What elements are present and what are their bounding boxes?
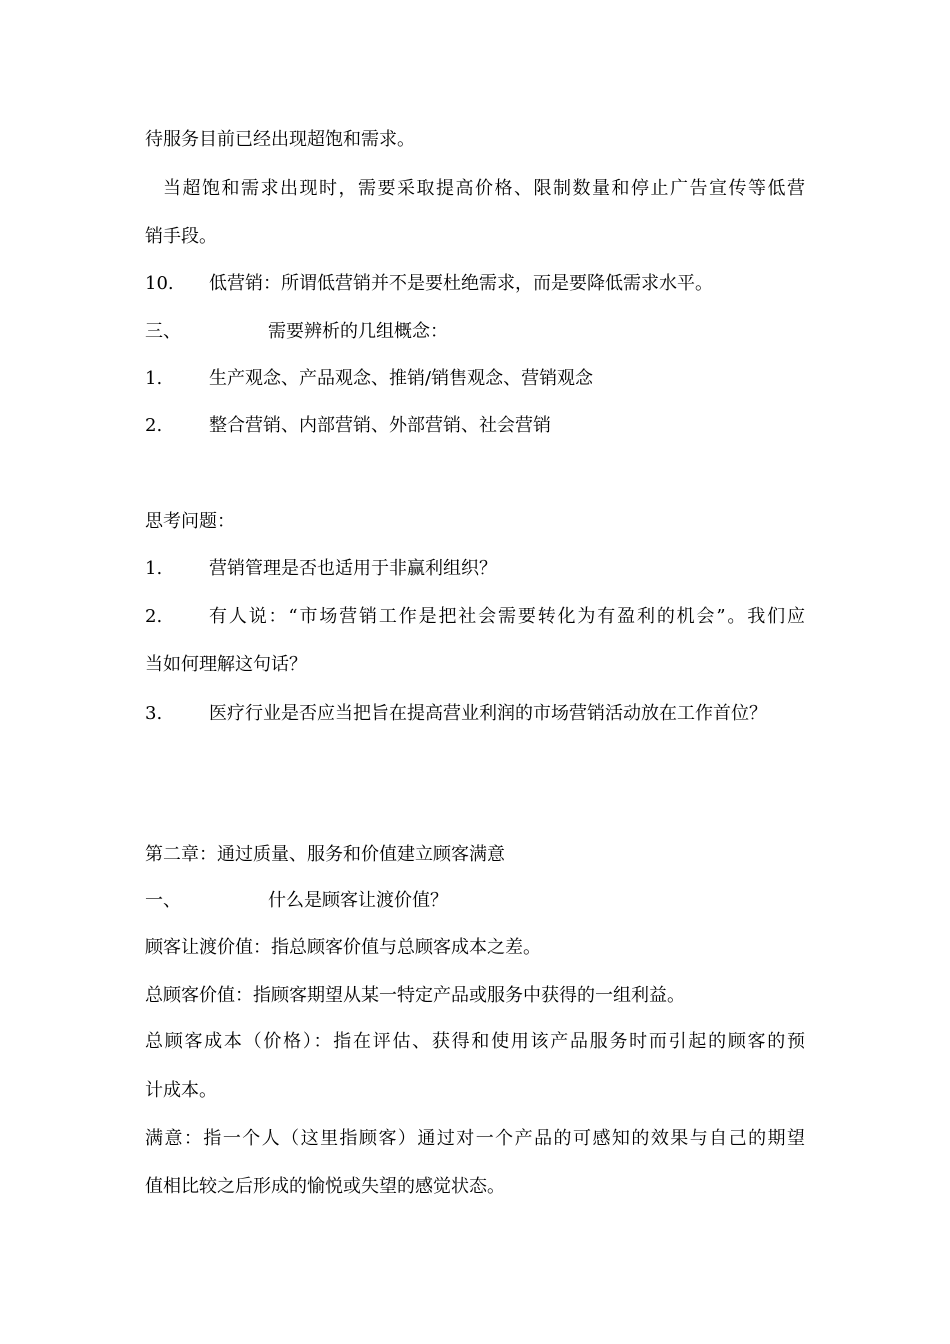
- paragraph-line: 销手段。: [145, 226, 217, 247]
- paragraph-line: 满意：指一个人（这里指顾客）通过对一个产品的可感知的效果与自己的期望: [145, 1128, 805, 1149]
- list-number: 2.: [145, 415, 163, 436]
- subheading: 思考问题：: [145, 511, 235, 532]
- list-item-text: 低营销：所谓低营销并不是要杜绝需求，而是要降低需求水平。: [209, 273, 713, 294]
- list-item-text: 医疗行业是否应当把旨在提高营业利润的市场营销活动放在工作首位？: [209, 703, 767, 724]
- list-number: 1.: [145, 368, 163, 389]
- section-heading: 需要辨析的几组概念：: [268, 321, 448, 342]
- section-heading: 什么是顾客让渡价值？: [268, 890, 448, 911]
- paragraph-line: 当超饱和需求出现时，需要采取提高价格、限制数量和停止广告宣传等低营: [163, 178, 805, 199]
- paragraph-line: 值相比较之后形成的愉悦或失望的感觉状态。: [145, 1176, 505, 1197]
- section-number: 一、: [145, 890, 181, 911]
- chapter-heading: 第二章：通过质量、服务和价值建立顾客满意: [145, 844, 505, 865]
- list-number: 1.: [145, 558, 163, 579]
- list-number: 3.: [145, 703, 163, 724]
- paragraph-line: 计成本。: [145, 1080, 217, 1101]
- paragraph-line: 总顾客成本（价格）：指在评估、获得和使用该产品服务时而引起的顾客的预: [145, 1031, 805, 1052]
- list-item-text: 整合营销、内部营销、外部营销、社会营销: [209, 415, 551, 436]
- list-item-text: 营销管理是否也适用于非赢利组织？: [209, 558, 497, 579]
- list-item-text: 有人说：“市场营销工作是把社会需要转化为有盈利的机会”。我们应: [209, 606, 805, 627]
- paragraph-line: 当如何理解这句话？: [145, 654, 307, 675]
- paragraph-line: 待服务目前已经出现超饱和需求。: [145, 129, 415, 150]
- paragraph-line: 顾客让渡价值：指总顾客价值与总顾客成本之差。: [145, 937, 541, 958]
- list-number: 10.: [145, 273, 174, 294]
- paragraph-line: 总顾客价值：指顾客期望从某一特定产品或服务中获得的一组利益。: [145, 985, 685, 1006]
- section-number: 三、: [145, 321, 181, 342]
- list-item-text: 生产观念、产品观念、推销/销售观念、营销观念: [209, 368, 594, 389]
- list-number: 2.: [145, 606, 163, 627]
